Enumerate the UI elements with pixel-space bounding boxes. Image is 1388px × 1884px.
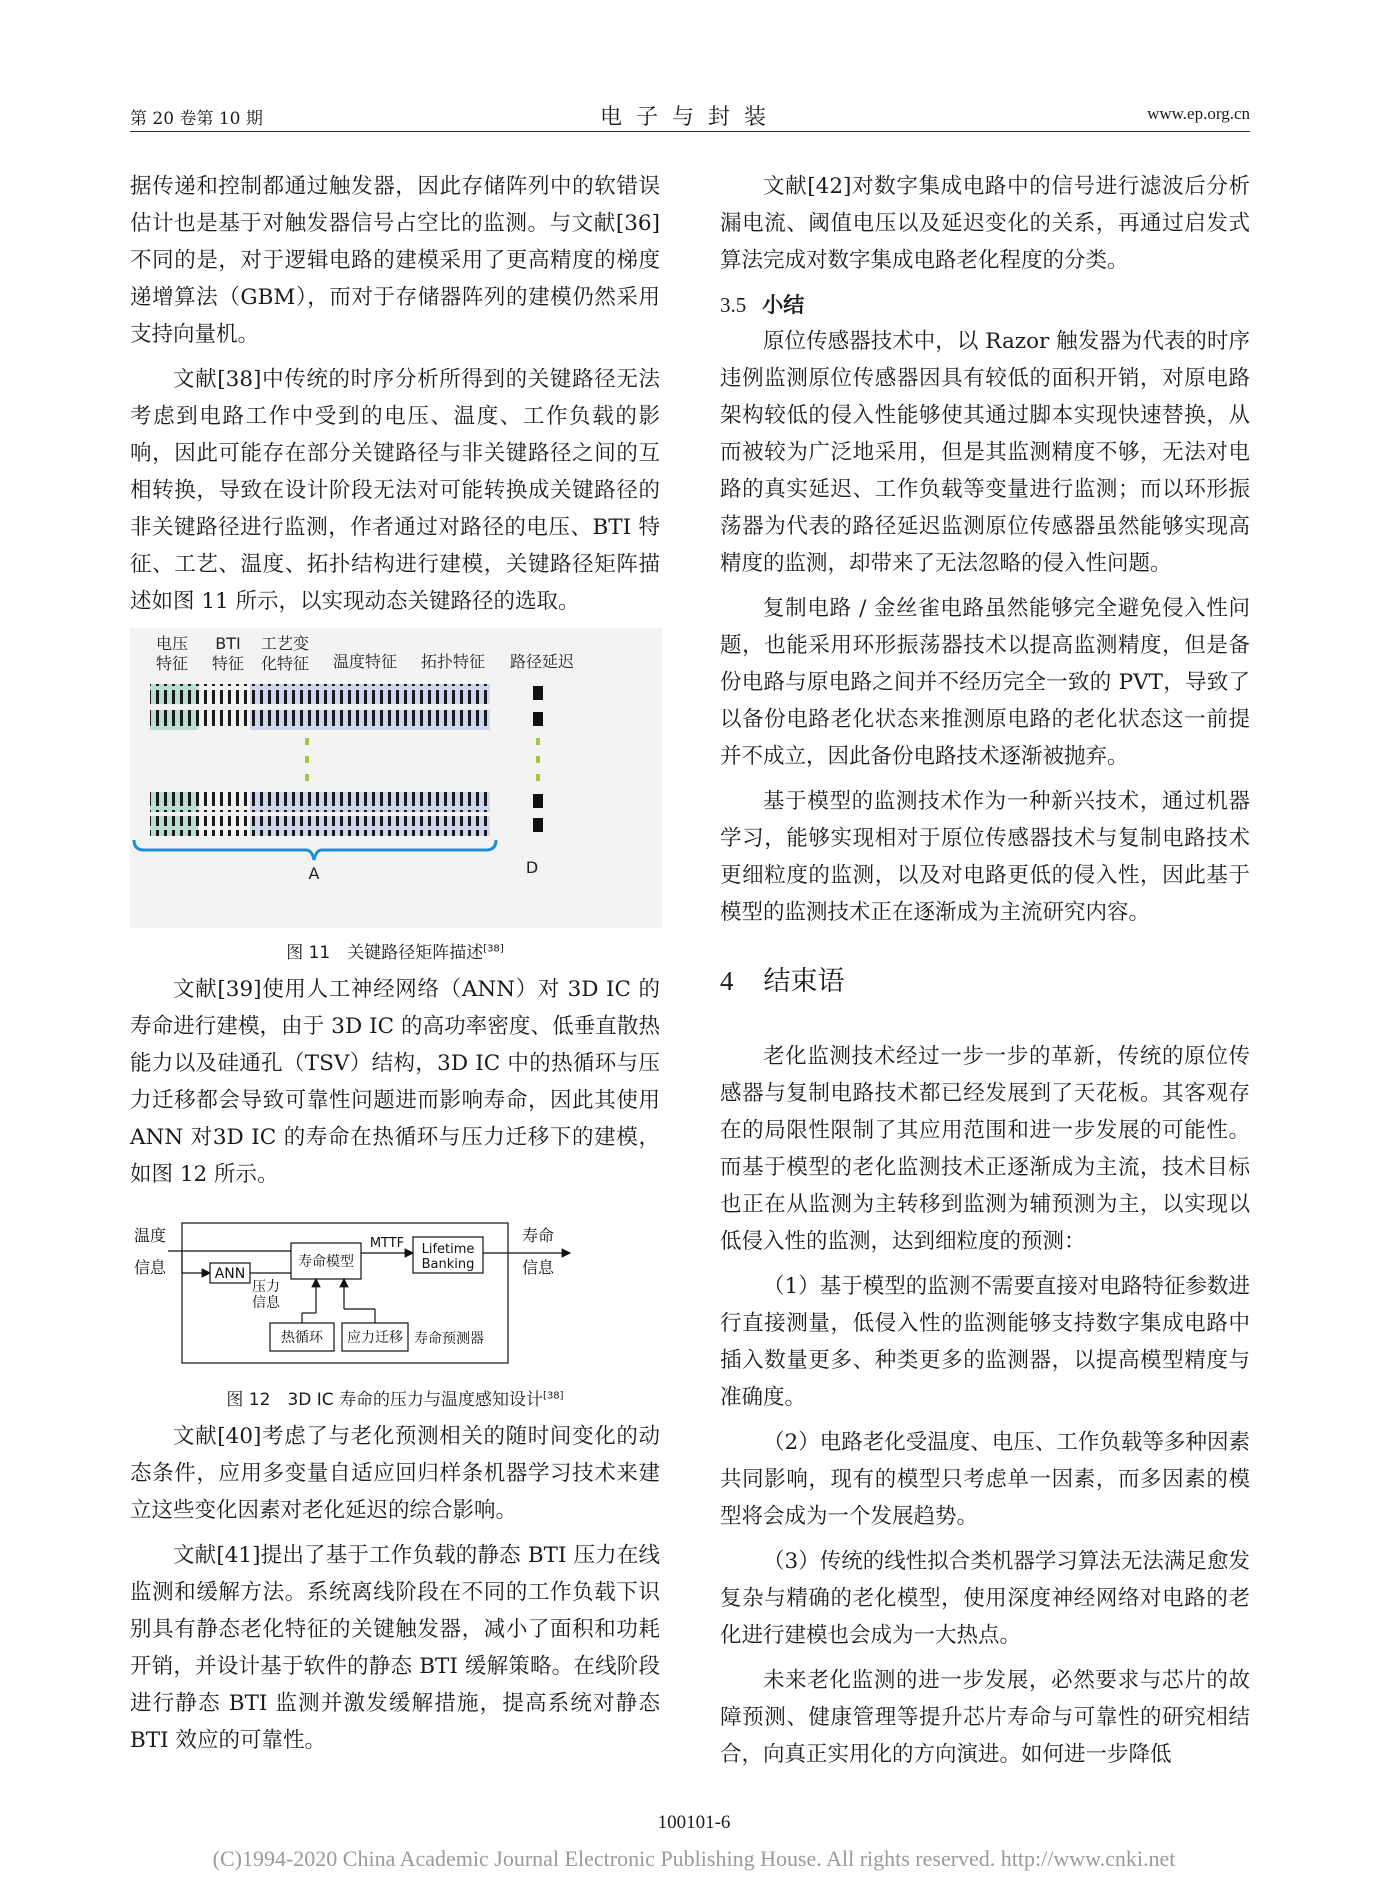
matrix-row [150, 684, 543, 704]
header-voltage-feature: 电压 特征 [155, 634, 188, 673]
matrix-row [150, 710, 543, 730]
output-info-label: 信息 [522, 1258, 555, 1277]
figure-11-caption: 图 11 关键路径矩阵描述[38] [286, 943, 504, 963]
paragraph: 文献[40]考虑了与老化预测相关的随时间变化的动态条件，应用多变量自适应回归样条机器学习技术来建立这些变化因素对老化延迟的综合影响。 [130, 1424, 660, 1523]
svg-text:ANN: ANN [214, 1266, 246, 1282]
page-header [130, 100, 1250, 130]
output-lifetime-label: 寿命 [522, 1226, 555, 1245]
svg-text:Banking: Banking [421, 1257, 475, 1272]
paragraph: 老化监测技术经过一步一步的革新，传统的原位传感器与复制电路技术都已经发展到了天花板。其客观存在的局限性限制了其应用范围和进一步发展的可能性。而基于模型的老化监测技术正逐渐成为主流，技术目标也正在从监测为主转移到监测为辅预测为主，以实现以低侵入性的监测，达到细粒度的预测： [720, 1044, 1250, 1254]
paragraph: 据传递和控制都通过触发器，因此存储阵列中的软错误估计也是基于对触发器信号占空比的监测。与文献[36]不同的是，对于逻辑电路的建模采用了更高精度的梯度递增算法（GBM），而对于存储器阵列的建模仍然采用支持向量机。 [130, 174, 660, 347]
input-info-label: 信息 [134, 1258, 167, 1277]
matrix-row [150, 816, 543, 836]
paragraph: 基于模型的监测技术作为一种新兴技术，通过机器学习，能够实现相对于原位传感器技术与复制电路技术更细粒度的监测，以及对电路更低的侵入性，因此基于模型的监测技术正在逐渐成为主流研究内容。 [720, 789, 1250, 925]
header-rule [130, 131, 1250, 132]
svg-text:Lifetime: Lifetime [421, 1242, 475, 1257]
figure-12-lifetime-predictor [130, 1213, 662, 1373]
pressure-info-label: 信息 [252, 1295, 280, 1311]
matrix-row [150, 792, 543, 812]
header-topo-feature: 拓扑特征 [420, 652, 485, 671]
header-bti-feature: BTI 特征 [211, 634, 244, 673]
figure-12-caption: 图 12 3D IC 寿命的压力与温度感知设计[38] [226, 1390, 564, 1410]
mttf-label: MTTF [369, 1236, 405, 1251]
volume-issue: 第 20 卷第 10 期 [130, 109, 263, 129]
label-a: A [308, 864, 320, 883]
ellipsis-dots [305, 738, 540, 781]
paragraph: 未来老化监测的进一步发展，必然要求与芯片的故障预测、健康管理等提升芯片寿命与可靠性的研究相结合，向真正实用化的方向演进。如何进一步降低 [720, 1668, 1250, 1767]
list-item: （1）基于模型的监测不需要直接对电路特征参数进行直接测量，低侵入性的监测能够支持数字集成电路中插入数量更多、种类更多的监测器，以提高模型精度与准确度。 [720, 1274, 1250, 1410]
paragraph: 文献[41]提出了基于工作负载的静态 BTI 压力在线监测和缓解方法。系统离线阶段在不同的工作负载下识别具有静态老化特征的关键触发器，减小了面积和功耗开销，并设计基于软件的静态 BTI 缓解策略。在线阶段进行静态 BTI 监测并激发缓解措施，提高系统对静态 BTI 效应的可靠性。 [130, 1543, 660, 1753]
input-temperature-label: 温度 [134, 1226, 167, 1245]
header-temp-feature: 温度特征 [332, 652, 397, 671]
matrix-graphic [130, 628, 662, 928]
svg-text:应力迁移: 应力迁移 [347, 1330, 403, 1346]
copyright-watermark: (C)1994-2020 China Academic Journal Electronic Publishing House. All rights reserved. http://www.cnki.net [212, 1846, 1176, 1871]
journal-title: 电子与封装 [599, 105, 780, 130]
list-item: （2）电路老化受温度、电压、工作负载等多种因素共同影响，现有的模型只考虑单一因素，而多因素的模型将会成为一个发展趋势。 [720, 1430, 1250, 1529]
header-path-delay: 路径延迟 [509, 652, 574, 671]
figure-11-critical-path-matrix [130, 628, 662, 928]
svg-text:寿命模型: 寿命模型 [298, 1254, 354, 1270]
paragraph: 原位传感器技术中，以 Razor 触发器为代表的时序违例监测原位传感器因具有较低的面积开销，对原电路架构较低的侵入性能够使其通过脚本实现快速替换，从而被较为广泛地采用，但是其监测精度不够，无法对电路的真实延迟、工作负载等变量进行监测；而以环形振荡器为代表的路径延迟监测原位传感器虽然能够实现高精度的监测，却带来了无法忽略的侵入性问题。 [720, 329, 1250, 576]
header-process-feature: 工艺变 化特征 [260, 634, 309, 673]
svg-text:热循环: 热循环 [281, 1330, 323, 1346]
right-column [720, 168, 1250, 1781]
section-heading: 3.5 小结 [720, 293, 805, 317]
lifetime-predictor-label: 寿命预测器 [414, 1331, 484, 1347]
label-d: D [525, 858, 539, 877]
paragraph: 文献[38]中传统的时序分析所得到的关键路径无法考虑到电路工作中受到的电压、温度、工作负载的影响，因此可能存在部分关键路径与非关键路径之间的互相转换，导致在设计阶段无法对可能转换成关键路径的非关键路径进行监测，作者通过对路径的电压、BTI 特征、工艺、温度、拓扑结构进行建模，关键路径矩阵描述如图 11 所示，以实现动态关键路径的选取。 [130, 367, 660, 614]
left-column [130, 168, 660, 1767]
pressure-label: 压力 [252, 1279, 280, 1295]
chapter-heading: 4 结束语 [720, 966, 845, 997]
brace-a [134, 840, 496, 860]
list-item: （3）传统的线性拟合类机器学习算法无法满足愈发复杂与精确的老化模型，使用深度神经网络对电路的老化进行建模也会成为一大热点。 [720, 1549, 1250, 1648]
paragraph: 文献[39]使用人工神经网络（ANN）对 3D IC 的寿命进行建模，由于 3D IC 的高功率密度、低垂直散热能力以及硅通孔（TSV）结构，3D IC 中的热循环与压力迁移都会导致可靠性问题进而影响寿命，因此其使用 ANN 对3D IC 的寿命在热循环与压力迁移下的建模，如图 12 所示。 [130, 977, 660, 1187]
journal-website: www.ep.org.cn [1147, 104, 1250, 123]
page-number: 100101-6 [657, 1812, 731, 1833]
paragraph: 复制电路 / 金丝雀电路虽然能够完全避免侵入性问题，也能采用环形振荡器技术以提高监测精度，但是备份电路与原电路之间并不经历完全一致的 PVT，导致了以备份电路老化状态来推测原电路的老化状态这一前提并不成立，因此备份电路技术逐渐被抛弃。 [720, 596, 1250, 769]
paragraph: 文献[42]对数字集成电路中的信号进行滤波后分析漏电流、阈值电压以及延迟变化的关系，再通过启发式算法完成对数字集成电路老化程度的分类。 [720, 174, 1250, 273]
